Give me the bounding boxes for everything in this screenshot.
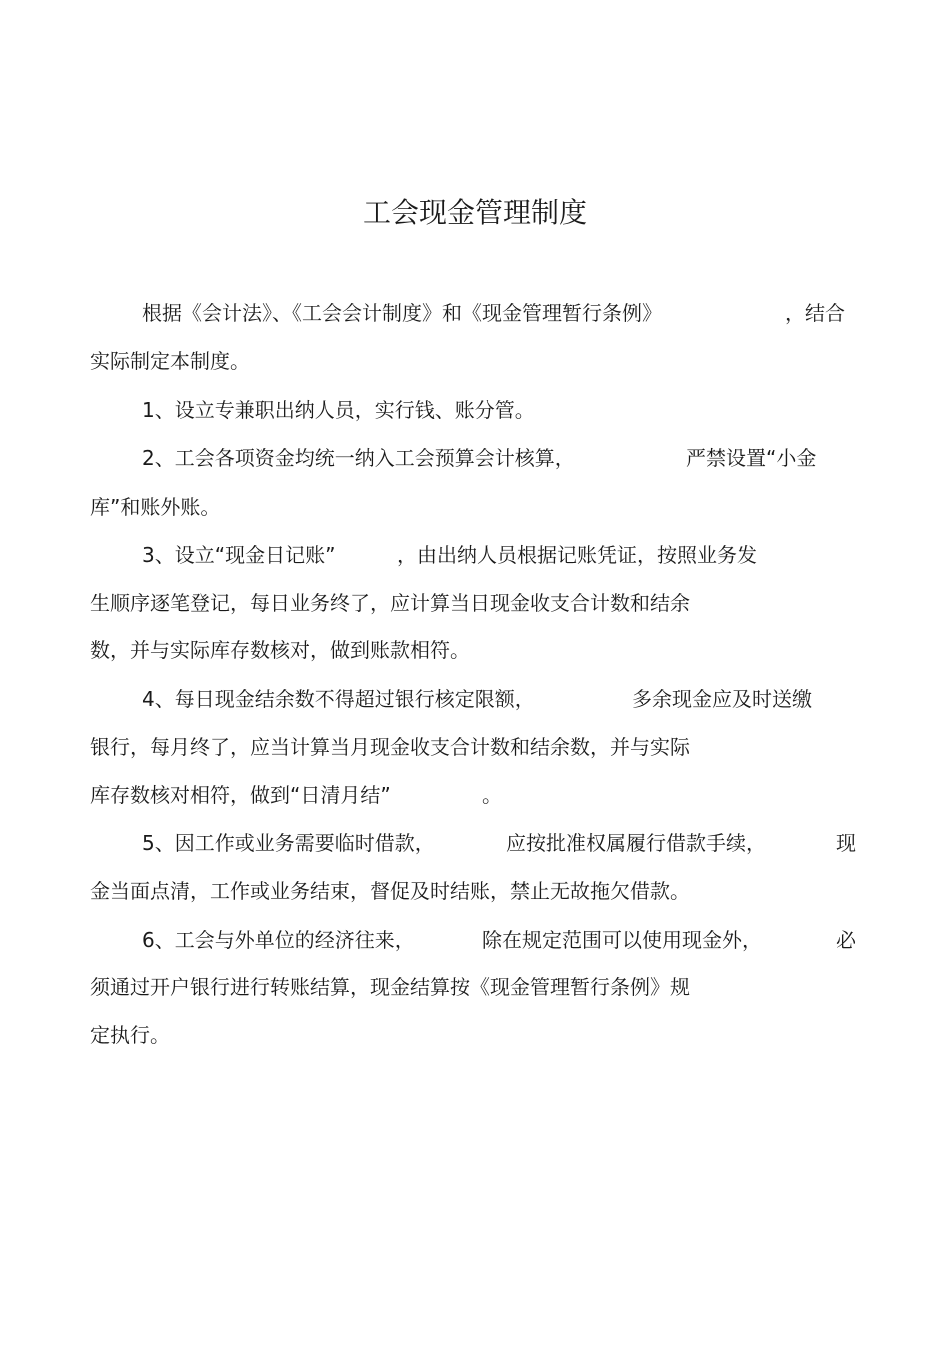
body-text-line: ，结合 [785, 301, 845, 325]
body-text-line: 2、工会各项资金均统一纳入工会预算会计核算， [142, 446, 575, 470]
body-text-line: 必 [836, 928, 856, 952]
body-text-line: 金当面点清，工作或业务结束，督促及时结账，禁止无故拖欠借款。 [90, 879, 690, 903]
body-text-line: 现 [836, 831, 856, 855]
body-text-line: 应按批准权属履行借款手续， [506, 831, 766, 855]
body-text-line: ，由出纳人员根据记账凭证，按照业务发 [397, 543, 757, 567]
body-text-line: 须通过开户银行进行转账结算，现金结算按《现金管理暂行条例》规 [90, 975, 690, 999]
body-text-line: 严禁设置“小金 [686, 446, 817, 470]
body-text-line: 银行，每月终了，应当计算当月现金收支合计数和结余数，并与实际 [90, 735, 690, 759]
body-text-line: 4、每日现金结余数不得超过银行核定限额， [142, 687, 535, 711]
body-text-line: 根据《会计法》、《工会会计制度》和《现金管理暂行条例》 [142, 301, 662, 325]
body-text-line: 除在规定范围可以使用现金外， [482, 928, 762, 952]
body-text-line: 。 [482, 783, 502, 807]
body-text-line: 6、工会与外单位的经济往来， [142, 928, 415, 952]
body-text-line: 数，并与实际库存数核对，做到账款相符。 [90, 638, 470, 662]
body-text-line: 1、设立专兼职出纳人员，实行钱、账分管。 [142, 398, 535, 422]
body-text-line: 库”和账外账。 [90, 495, 221, 519]
body-text-line: 定执行。 [90, 1023, 170, 1047]
body-text-line: 多余现金应及时送缴 [632, 687, 812, 711]
document-title: 工会现金管理制度 [362, 196, 587, 229]
body-text-line: 5、因工作或业务需要临时借款， [142, 831, 435, 855]
body-text-line: 3、设立“现金日记账” [142, 543, 336, 567]
body-text-line: 生顺序逐笔登记，每日业务终了，应计算当日现金收支合计数和结余 [90, 591, 690, 615]
body-text-line: 实际制定本制度。 [90, 349, 250, 373]
body-text-line: 库存数核对相符，做到“日清月结” [90, 783, 391, 807]
